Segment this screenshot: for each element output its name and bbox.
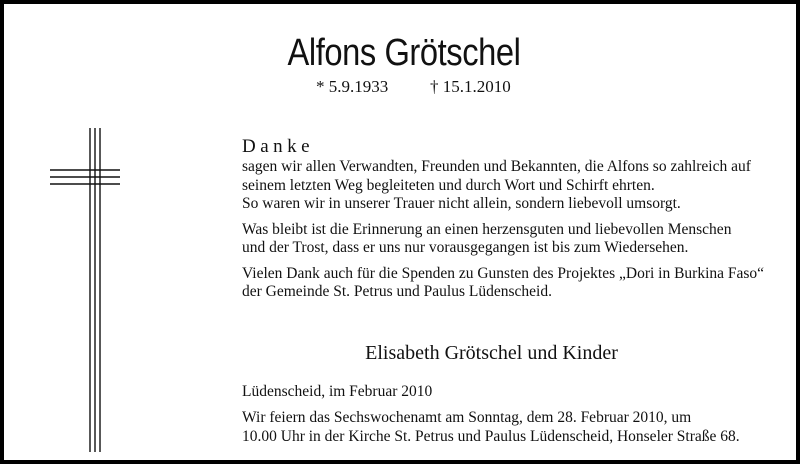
paragraph-memory: [242, 221, 762, 258]
text-line: der Gemeinde St. Petrus und Paulus Lüdenscheid.: [242, 283, 552, 300]
birth-date: * 5.9.1933: [316, 77, 389, 96]
text-line: seinem letzten Weg begleiteten und durch Wort und Schirft ehrten.: [242, 176, 655, 194]
paragraph-thanks: [242, 158, 762, 214]
signature: Elisabeth Grötschel und Kinder: [365, 342, 618, 364]
paragraph-donations: [242, 264, 765, 302]
signature-block: [4, 341, 800, 365]
mass-info: [242, 409, 740, 446]
text-line: Vielen Dank auch für die Spenden zu Gunsten des Projektes „Dori in Burkina Faso“: [242, 264, 765, 282]
text-line: Wir feiern das Sechswochenamt am Sonntag, dem 28. Februar 2010, um: [242, 409, 692, 426]
text-line: So waren wir in unserer Trauer nicht allein, sondern liebevoll umsorgt.: [242, 195, 681, 212]
text-line: 10.00 Uhr in der Kirche St. Petrus und Paulus Lüdenscheid, Honseler Straße 68.: [242, 427, 740, 445]
text-line: sagen wir allen Verwandten, Freunden und Bekannten, die Alfons so zahlreich auf: [242, 158, 751, 175]
greeting-heading: Danke: [242, 136, 315, 157]
notice-body: [242, 136, 765, 302]
place-date: Lüdenscheid, im Februar 2010: [242, 383, 433, 400]
deceased-name: Alfons Grötschel: [287, 32, 521, 74]
cross-icon: [50, 128, 120, 452]
text-line: Was bleibt ist die Erinnerung an einen herzensguten und liebevollen Menschen: [242, 220, 732, 238]
text-line: und der Trost, dass er uns nur vorausgegangen ist bis zum Wiedersehen.: [242, 239, 689, 256]
death-date: † 15.1.2010: [430, 77, 511, 96]
